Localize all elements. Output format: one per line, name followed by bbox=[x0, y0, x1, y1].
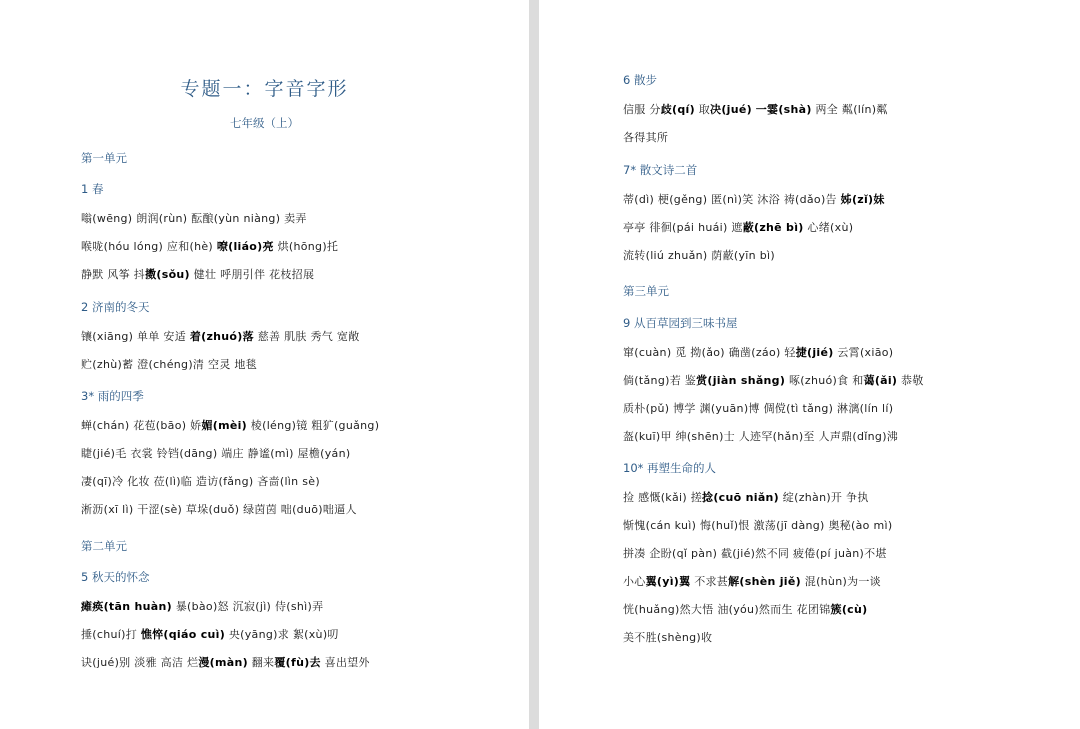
vocab-line: 贮(zhù)蓄 澄(chéng)清 空灵 地毯 bbox=[81, 358, 258, 371]
vocab-line: 凄(qī)冷 化妆 莅(lì)临 造访(fǎng) 吝啬(lìn sè) bbox=[81, 475, 320, 488]
lesson-heading: 9 从百草园到三味书屋 bbox=[623, 316, 738, 330]
vocab-line: 恍(huǎng)然大悟 油(yóu)然而生 花团锦簇(cù) bbox=[623, 603, 868, 616]
lesson-heading: 10* 再塑生命的人 bbox=[623, 461, 717, 475]
vocab-line: 诀(jué)别 淡雅 高洁 烂漫(màn) 翻来覆(fù)去 喜出望外 bbox=[81, 656, 370, 669]
vocab-line: 捶(chuí)打 憔悴(qiáo cuì) 央(yāng)求 絮(xù)叨 bbox=[81, 628, 339, 641]
vocab-line: 小心翼(yì)翼 不求甚解(shèn jiě) 混(hùn)为一谈 bbox=[623, 575, 881, 588]
vocab-line: 拼凑 企盼(qǐ pàn) 截(jié)然不同 疲倦(pí juàn)不堪 bbox=[623, 547, 887, 560]
page-title: 专题一：字音字形 bbox=[180, 78, 349, 100]
vocab-line: 淅沥(xī lì) 干涩(sè) 草垛(duǒ) 绿茵茵 咄(duō)咄逼人 bbox=[81, 503, 357, 516]
vocab-line: 静默 风筝 抖擞(sǒu) 健壮 呼朋引伴 花枝招展 bbox=[81, 268, 315, 281]
vocab-line: 喉咙(hóu lóng) 应和(hè) 嘹(liáo)亮 烘(hōng)托 bbox=[81, 240, 339, 253]
unit-heading-1: 第一单元 bbox=[81, 151, 127, 165]
vocab-line: 窜(cuàn) 觅 拗(ǎo) 确凿(záo) 轻捷(jié) 云霄(xiāo) bbox=[623, 346, 894, 359]
vocab-line: 嗡(wēng) 朗润(rùn) 酝酿(yùn niàng) 卖弄 bbox=[81, 212, 307, 225]
vocab-line: 睫(jié)毛 衣裳 铃铛(dāng) 端庄 静谧(mì) 屋檐(yán) bbox=[81, 447, 351, 460]
unit-heading-3: 第三单元 bbox=[623, 284, 669, 298]
vocab-line: 捡 感慨(kǎi) 搓捻(cuō niǎn) 绽(zhàn)开 争执 bbox=[623, 491, 869, 504]
vocab-line: 倘(tǎng)若 鉴赏(jiàn shǎng) 啄(zhuó)食 和蔼(ǎi) 恭敬 bbox=[623, 374, 924, 387]
lesson-heading: 5 秋天的怀念 bbox=[81, 570, 150, 584]
vocab-line: 瘫痪(tān huàn) 暴(bào)怒 沉寂(jì) 侍(shì)弄 bbox=[81, 600, 324, 613]
right-page bbox=[539, 0, 1080, 729]
vocab-line: 惭愧(cán kuì) 悔(huǐ)恨 激荡(jī dàng) 奥秘(ào mì) bbox=[623, 519, 893, 532]
vocab-line: 蝉(chán) 花苞(bāo) 娇媚(mèi) 棱(léng)镜 粗犷(guǎng) bbox=[81, 419, 380, 432]
lesson-heading: 2 济南的冬天 bbox=[81, 300, 150, 314]
vocab-line: 美不胜(shèng)收 bbox=[623, 631, 713, 644]
vocab-line: 质朴(pǔ) 博学 渊(yuān)博 倜傥(tì tǎng) 淋漓(lín lí) bbox=[623, 402, 894, 415]
left-page bbox=[0, 0, 529, 729]
lesson-heading: 6 散步 bbox=[623, 73, 657, 87]
lesson-heading: 1 春 bbox=[81, 182, 104, 196]
page-subtitle: 七年级（上） bbox=[230, 116, 299, 130]
vocab-line: 流转(liú zhuǎn) 荫蔽(yīn bì) bbox=[623, 249, 775, 262]
lesson-heading: 7* 散文诗二首 bbox=[623, 163, 698, 177]
vocab-line: 各得其所 bbox=[623, 131, 669, 144]
vocab-line: 镶(xiāng) 单单 安适 着(zhuó)落 慈善 肌肤 秀气 宽敞 bbox=[81, 330, 360, 343]
vocab-line: 蒂(dì) 梗(gěng) 匿(nì)笑 沐浴 祷(dǎo)告 姊(zǐ)妹 bbox=[623, 193, 885, 206]
lesson-heading: 3* 雨的四季 bbox=[81, 389, 144, 403]
vocab-line: 信服 分歧(qí) 取决(jué) 一霎(shà) 两全 粼(lín)粼 bbox=[623, 103, 888, 116]
vocab-line: 盔(kuī)甲 绅(shēn)士 人迹罕(hǎn)至 人声鼎(dǐng)沸 bbox=[623, 430, 899, 443]
unit-heading-2: 第二单元 bbox=[81, 539, 127, 553]
vocab-line: 亭亭 徘徊(pái huái) 遮蔽(zhē bì) 心绪(xù) bbox=[623, 221, 854, 234]
